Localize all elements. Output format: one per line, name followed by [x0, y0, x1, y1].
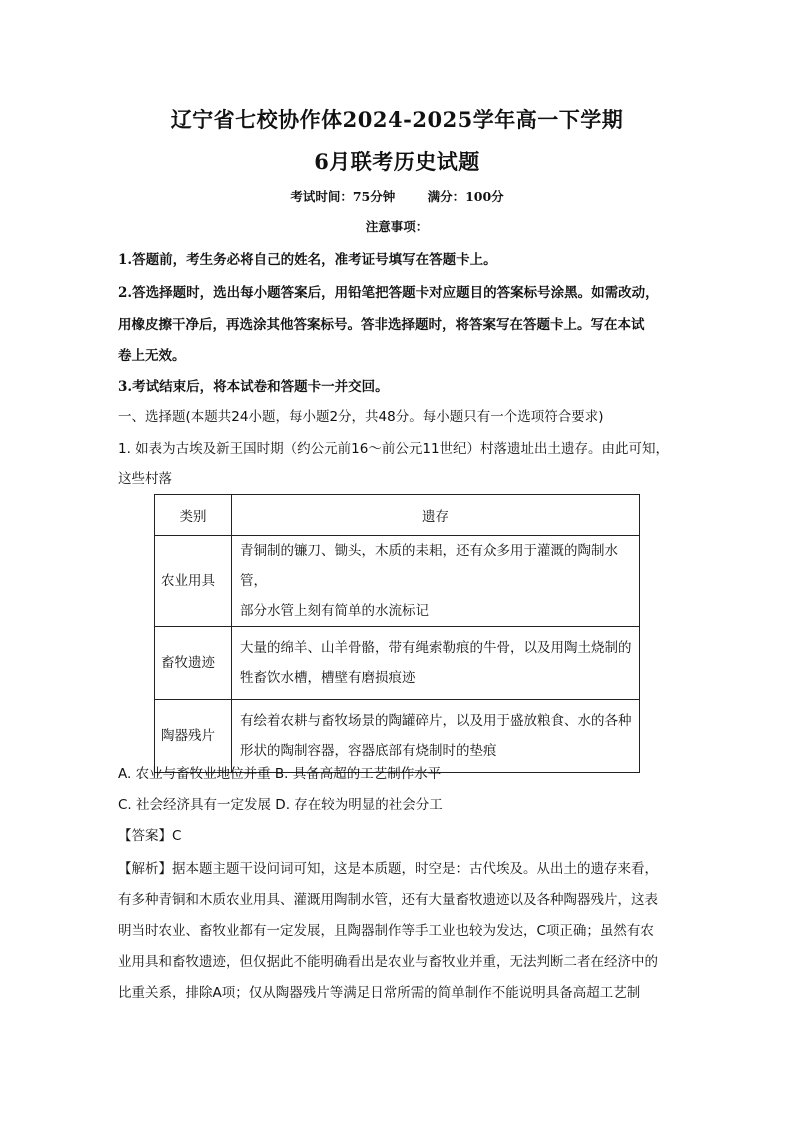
notice-heading: 注意事项： [365, 219, 429, 234]
header-category: 类别 [155, 495, 232, 536]
analysis-line5: 比重关系，排除A项；仅从陶器残片等满足日常所需的简单制作不能说明具备高超工艺制 [118, 985, 641, 1001]
row-category: 农业用具 [155, 536, 232, 627]
row-description [232, 536, 640, 627]
section-heading: 一、选择题(本题共24小题，每小题2分，共48分。每小题只有一个选项符合要求) [118, 409, 604, 425]
notice-3: 3.考试结束后，将本试卷和答题卡一并交回。 [118, 379, 389, 395]
exam-title-line2: 6月联考历史试题 [314, 149, 480, 174]
row-category: 陶器残片 [155, 700, 232, 773]
notice-2-line1: 2.答选择题时，选出每小题答案后，用铅笔把答题卡对应题目的答案标号涂黑。如需改动， [118, 285, 659, 301]
analysis-line1: 【解析】据本题主题干设问词可知，这是本质题，时空是：古代埃及。从出土的遗存来看， [118, 861, 658, 877]
exam-title-line1: 辽宁省七校协作体2024-2025学年高一下学期 [170, 107, 624, 132]
analysis-line2: 有多种青铜和木质农业用具、灌溉用陶制水管，还有大量畜牧遗迹以及各种陶器残片，这表 [118, 892, 658, 908]
table-row [155, 536, 640, 627]
row-description-line2: 部分水管上刻有简单的水流标记 [240, 603, 429, 619]
exam-time: 考试时间：75分钟 [290, 189, 396, 204]
header-relics: 遗存 [232, 495, 640, 536]
row-description-line1: 大量的绵羊、山羊骨骼，带有绳索勒痕的牛骨，以及用陶土烧制的 [240, 640, 632, 656]
row-description-line2: 形状的陶制容器，容器底部有烧制时的垫痕 [240, 743, 497, 759]
row-description-line1: 有绘着农耕与畜牧场景的陶罐碎片，以及用于盛放粮食、水的各种 [240, 713, 632, 729]
question1-options-cd: C. 社会经济具有一定发展 D. 存在较为明显的社会分工 [118, 797, 443, 813]
row-description [232, 627, 640, 700]
question1-stem-line1: 1. 如表为古埃及新王国时期（约公元前16～前公元11世纪）村落遗址出土遗存。由此可知， [118, 441, 670, 457]
analysis-line3: 明当时农业、畜牧业都有一定发展，且陶器制作等手工业也较为发达，C项正确；虽然有农 [118, 923, 654, 939]
row-description-line2: 牲畜饮水槽，槽壁有磨损痕迹 [240, 670, 416, 686]
table-row [155, 627, 640, 700]
row-category: 畜牧遗迹 [155, 627, 232, 700]
notice-1: 1.答题前，考生务必将自己的姓名，准考证号填写在答题卡上。 [118, 252, 497, 268]
notice-2-line3: 卷上无效。 [118, 348, 186, 364]
question1-answer: 【答案】C [118, 828, 182, 844]
relics-table [154, 494, 640, 773]
analysis-line4: 业用具和畜牧遗迹，但仅据此不能明确看出是农业与畜牧业并重，无法判断二者在经济中的 [118, 954, 658, 970]
question1-stem-line2: 这些村落 [118, 471, 172, 487]
full-score: 满分：100分 [427, 189, 504, 204]
exam-meta [0, 187, 794, 205]
table-header-row [155, 495, 640, 536]
notice-2-line2: 用橡皮擦干净后，再选涂其他答案标号。答非选择题时，将答案写在答题卡上。写在本试 [118, 317, 645, 333]
question1-options-ab: A. 农业与畜牧业地位并重 B. 具备高超的工艺制作水平 [118, 766, 442, 782]
row-description-line1: 青铜制的镰刀、锄头，木质的耒耜，还有众多用于灌溉的陶制水管， [240, 543, 618, 589]
